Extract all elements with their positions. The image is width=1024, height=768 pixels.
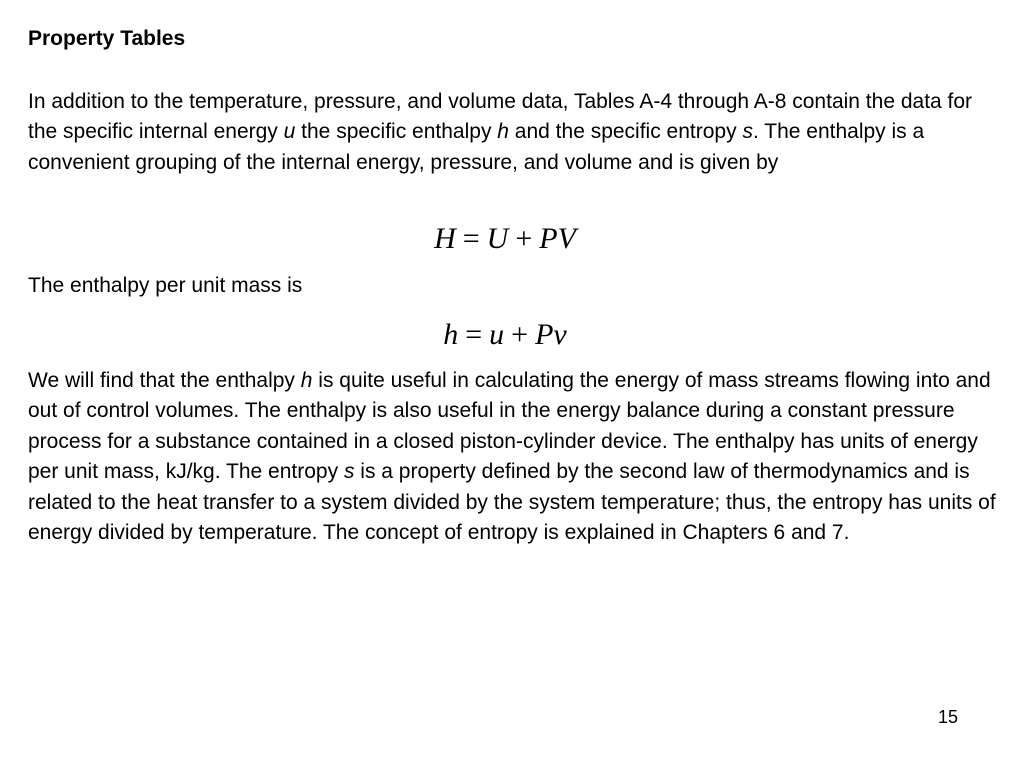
intro-text-2: the specific enthalpy bbox=[295, 120, 498, 144]
intro-text-1: In addition to the temperature, pressure, and volume data, Tables A-4 through A-8 contain the data for the specific internal energy bbox=[28, 90, 973, 144]
intro-text-3: and the specific entropy bbox=[508, 120, 743, 144]
intro-paragraph bbox=[28, 87, 1003, 178]
enthalpy-equation bbox=[0, 221, 1010, 257]
intro-text-4: . The enthalpy is a convenient grouping of the internal energy, pressure, and volume and is given by bbox=[28, 120, 925, 174]
eq1-term2: PV bbox=[539, 222, 576, 255]
specific-enthalpy-equation bbox=[0, 317, 1010, 353]
explanation-text-1: We will find that the enthalpy bbox=[28, 369, 301, 392]
slide-title: Property Tables bbox=[28, 27, 186, 50]
explanation-text-3: is a property defined by the second law of thermodynamics and is related to the heat transfer to a system divided by the system temperature; thus, the entropy has units of energy divided by temperature. The concept of entropy is explained in Chapters 6 and 7. bbox=[28, 460, 996, 545]
variable-u: u bbox=[283, 120, 296, 144]
unit-mass-paragraph: The enthalpy per unit mass is bbox=[28, 274, 303, 297]
eq1-term1: U bbox=[486, 222, 509, 255]
eq2-term2: Pv bbox=[535, 318, 567, 351]
variable-s: s bbox=[343, 460, 355, 484]
page-number: 15 bbox=[938, 707, 959, 727]
eq2-plus: + bbox=[511, 318, 529, 351]
variable-s: s bbox=[742, 120, 753, 144]
variable-h: h bbox=[300, 369, 313, 392]
variable-h: h bbox=[497, 120, 509, 144]
eq1-equals: = bbox=[462, 222, 480, 255]
explanation-text-2: is quite useful in calculating the energy of mass streams flowing into and out of control volumes. The enthalpy is also useful in the energy balance during a constant pressure process for a substance contained in a closed piston-cylinder device. The enthalpy has units of energy per unit mass, kJ/kg. The entropy bbox=[28, 369, 991, 484]
explanation-paragraph bbox=[28, 366, 1003, 548]
eq1-plus: + bbox=[515, 222, 533, 255]
eq2-lhs: h bbox=[443, 318, 459, 351]
eq2-term1: u bbox=[489, 318, 505, 351]
eq2-equals: = bbox=[465, 318, 483, 351]
eq1-lhs: H bbox=[434, 222, 456, 255]
